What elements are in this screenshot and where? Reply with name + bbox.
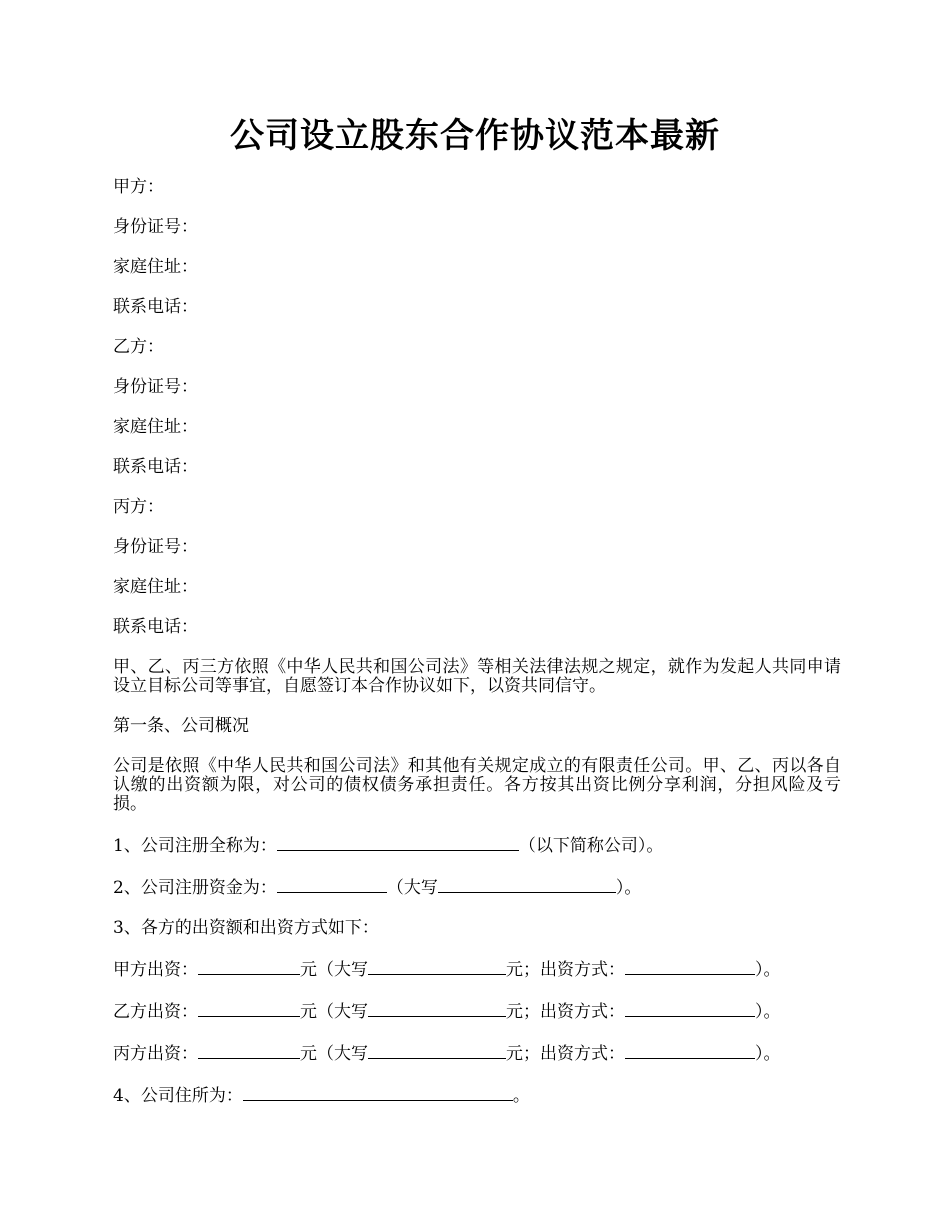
item3-contributions-heading: 3、各方的出资额和出资方式如下：	[113, 918, 379, 938]
item4-company-address	[113, 1085, 841, 1106]
contribution-a-unit: 元（大写	[300, 960, 368, 980]
company-address-blank	[243, 1085, 513, 1101]
item2-prefix: 2、公司注册资金为：	[113, 878, 277, 898]
contribution-b-suffix: ）。	[755, 1002, 781, 1022]
item4-suffix: 。	[512, 1086, 530, 1106]
contribution-a-words-blank	[368, 959, 506, 975]
party-b-phone-label: 联系电话：	[113, 457, 198, 477]
contribution-b-unit: 元（大写	[300, 1002, 368, 1022]
article1-heading: 第一条、公司概况	[113, 716, 249, 736]
contribution-c-amount-blank	[198, 1043, 300, 1059]
party-b-address-label: 家庭住址：	[113, 417, 198, 437]
item1-registered-name	[113, 835, 841, 856]
document-body	[113, 178, 841, 1127]
contribution-b-unit2: 元；出资方式：	[506, 1002, 625, 1022]
party-c-address-label: 家庭住址：	[113, 577, 198, 597]
contribution-c-unit: 元（大写	[300, 1044, 368, 1064]
party-a-address-label: 家庭住址：	[113, 257, 198, 277]
contribution-row-a	[113, 959, 841, 980]
contribution-b-words-blank	[368, 1001, 506, 1017]
item2-middle: （大写	[386, 878, 438, 898]
article1-body: 公司是依照《中华人民共和国公司法》和其他有关规定成立的有限责任公司。甲、乙、丙以各自认缴的出资额为限，对公司的债权债务承担责任。各方按其出资比例分享利润，分担风险及亏损。	[113, 756, 841, 814]
item4-prefix: 4、公司住所为：	[113, 1086, 243, 1106]
contribution-c-suffix: ）。	[755, 1044, 781, 1064]
contribution-a-prefix: 甲方出资：	[113, 960, 198, 980]
item1-suffix: （以下简称公司）。	[518, 836, 664, 856]
contribution-row-c	[113, 1043, 841, 1064]
contribution-a-unit2: 元；出资方式：	[506, 960, 625, 980]
item1-prefix: 1、公司注册全称为：	[113, 836, 277, 856]
contribution-a-method-blank	[625, 959, 755, 975]
registered-capital-words-blank	[438, 877, 616, 893]
party-b-id-label: 身份证号：	[113, 377, 198, 397]
contribution-c-unit2: 元；出资方式：	[506, 1044, 625, 1064]
document-title: 公司设立股东合作协议范本最新	[230, 116, 720, 156]
contribution-b-prefix: 乙方出资：	[113, 1002, 198, 1022]
party-c-id-label: 身份证号：	[113, 537, 198, 557]
contribution-b-method-blank	[625, 1001, 755, 1017]
party-a-id-label: 身份证号：	[113, 217, 198, 237]
party-c-label: 丙方：	[113, 497, 164, 517]
contribution-a-amount-blank	[198, 959, 300, 975]
contribution-b-amount-blank	[198, 1001, 300, 1017]
intro-paragraph: 甲、乙、丙三方依照《中华人民共和国公司法》等相关法律法规之规定，就作为发起人共同申请设立目标公司等事宜，自愿签订本合作协议如下，以资共同信守。	[113, 657, 841, 696]
item2-registered-capital	[113, 877, 841, 898]
contribution-a-suffix: ）。	[755, 960, 781, 980]
party-a-label: 甲方：	[113, 177, 164, 197]
contribution-c-words-blank	[368, 1043, 506, 1059]
item2-suffix: ）。	[615, 878, 642, 898]
registered-name-blank	[277, 835, 519, 851]
party-a-phone-label: 联系电话：	[113, 297, 198, 317]
contribution-c-prefix: 丙方出资：	[113, 1044, 198, 1064]
party-c-phone-label: 联系电话：	[113, 617, 198, 637]
contribution-c-method-blank	[625, 1043, 755, 1059]
registered-capital-blank	[277, 877, 387, 893]
contribution-row-b	[113, 1001, 841, 1022]
party-b-label: 乙方：	[113, 337, 164, 357]
